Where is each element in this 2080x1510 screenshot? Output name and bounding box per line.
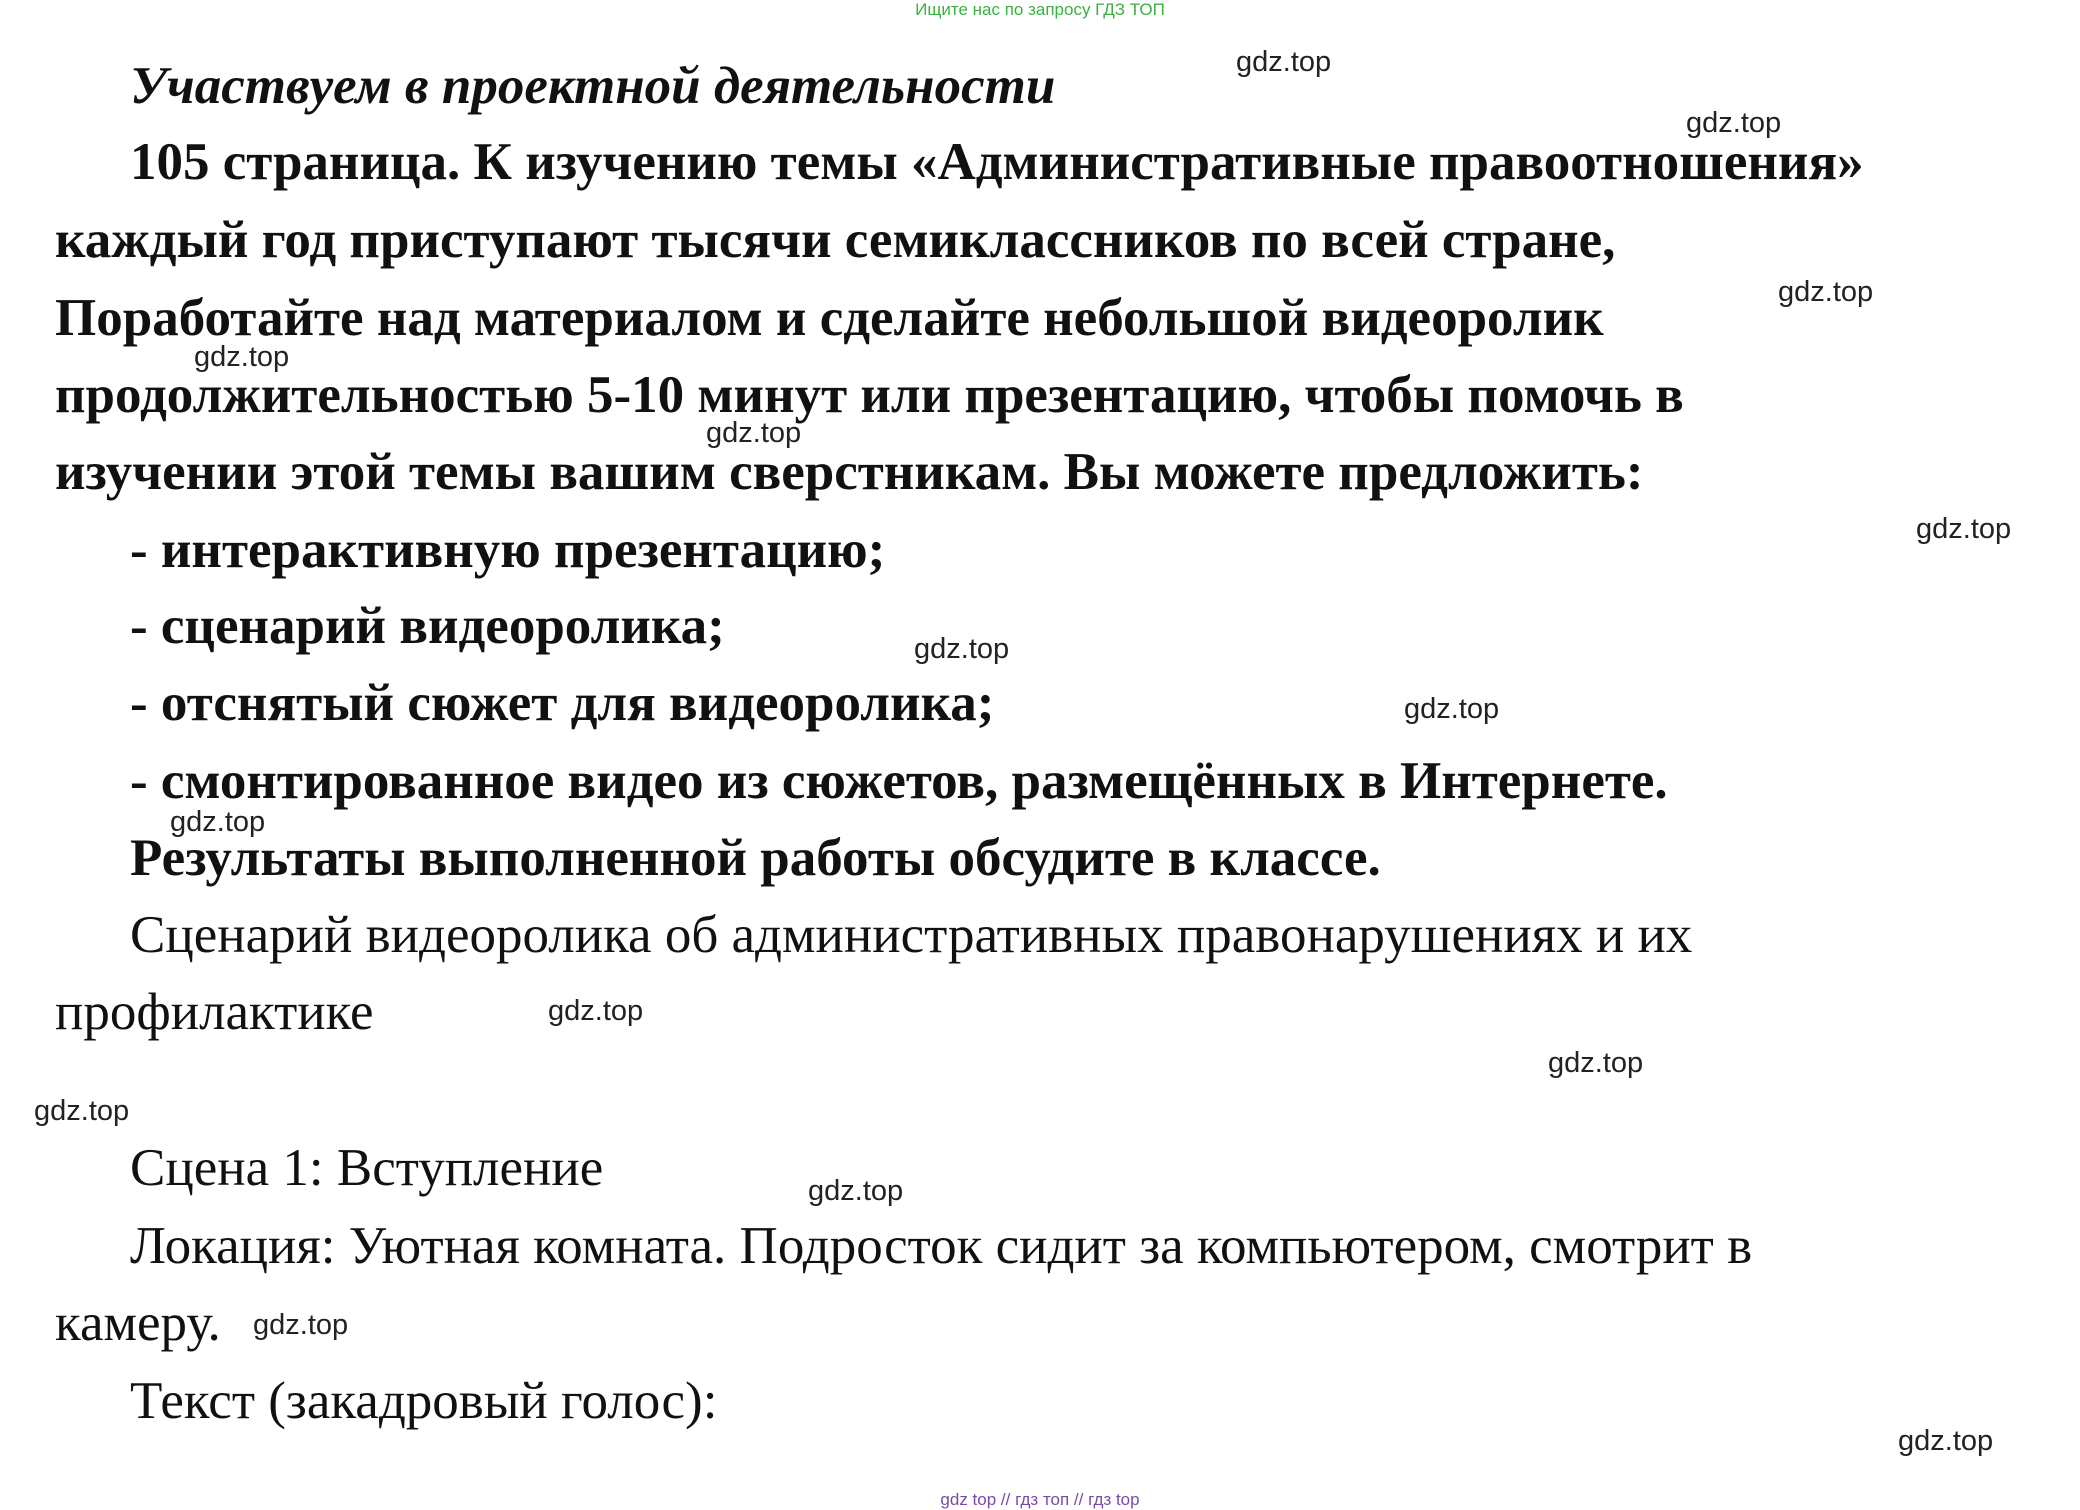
task-line-5: изучении этой темы вашим сверстникам. Вы можете предложить:	[55, 443, 1644, 501]
watermark: gdz.top	[253, 1309, 349, 1341]
watermark: gdz.top	[34, 1095, 130, 1127]
watermark: gdz.top	[548, 995, 644, 1027]
task-line-3: Поработайте над материалом и сделайте небольшой видеоролик	[55, 289, 1604, 347]
watermark: gdz.top	[1686, 107, 1782, 139]
watermark: gdz.top	[808, 1175, 904, 1207]
location-line-2: камеру.	[55, 1294, 221, 1352]
location-line-1: Локация: Уютная комната. Подросток сидит за компьютером, смотрит в	[130, 1217, 1753, 1275]
task-option-4: - смонтированное видео из сюжетов, размещённых в Интернете.	[130, 752, 1668, 810]
voiceover-label: Текст (закадровый голос):	[130, 1372, 718, 1430]
task-option-1: - интерактивную презентацию;	[130, 521, 886, 579]
watermark: gdz.top	[1916, 513, 2012, 545]
task-closing: Результаты выполненной работы обсудите в классе.	[130, 829, 1381, 887]
bottom-banner: gdz top // гдз топ // гдз top	[940, 1490, 1140, 1509]
section-heading: Участвуем в проектной деятельности	[130, 57, 1056, 115]
task-line-1: 105 страница. К изучению темы «Административные правоотношения»	[130, 133, 1864, 191]
task-line-4: продолжительностью 5-10 минут или презентацию, чтобы помочь в	[55, 366, 1684, 424]
watermark: gdz.top	[914, 633, 1010, 665]
watermark: gdz.top	[1236, 46, 1332, 78]
watermark: gdz.top	[1548, 1047, 1644, 1079]
watermark: gdz.top	[1898, 1425, 1994, 1457]
task-line-2: каждый год приступают тысячи семиклассников по всей стране,	[55, 211, 1616, 269]
task-option-3: - отснятый сюжет для видеоролика;	[130, 674, 995, 732]
scene-heading: Сцена 1: Вступление	[130, 1139, 604, 1197]
watermark: gdz.top	[1778, 276, 1874, 308]
watermark: gdz.top	[706, 417, 802, 449]
answer-title-line-1: Сценарий видеоролика об административных правонарушениях и их	[130, 906, 1693, 964]
answer-title-line-2: профилактике	[55, 983, 374, 1041]
watermark: gdz.top	[194, 341, 290, 373]
watermark: gdz.top	[1404, 693, 1500, 725]
watermark: gdz.top	[170, 806, 266, 838]
task-option-2: - сценарий видеоролика;	[130, 597, 725, 655]
top-banner: Ищите нас по запросу ГДЗ ТОП	[915, 0, 1165, 19]
